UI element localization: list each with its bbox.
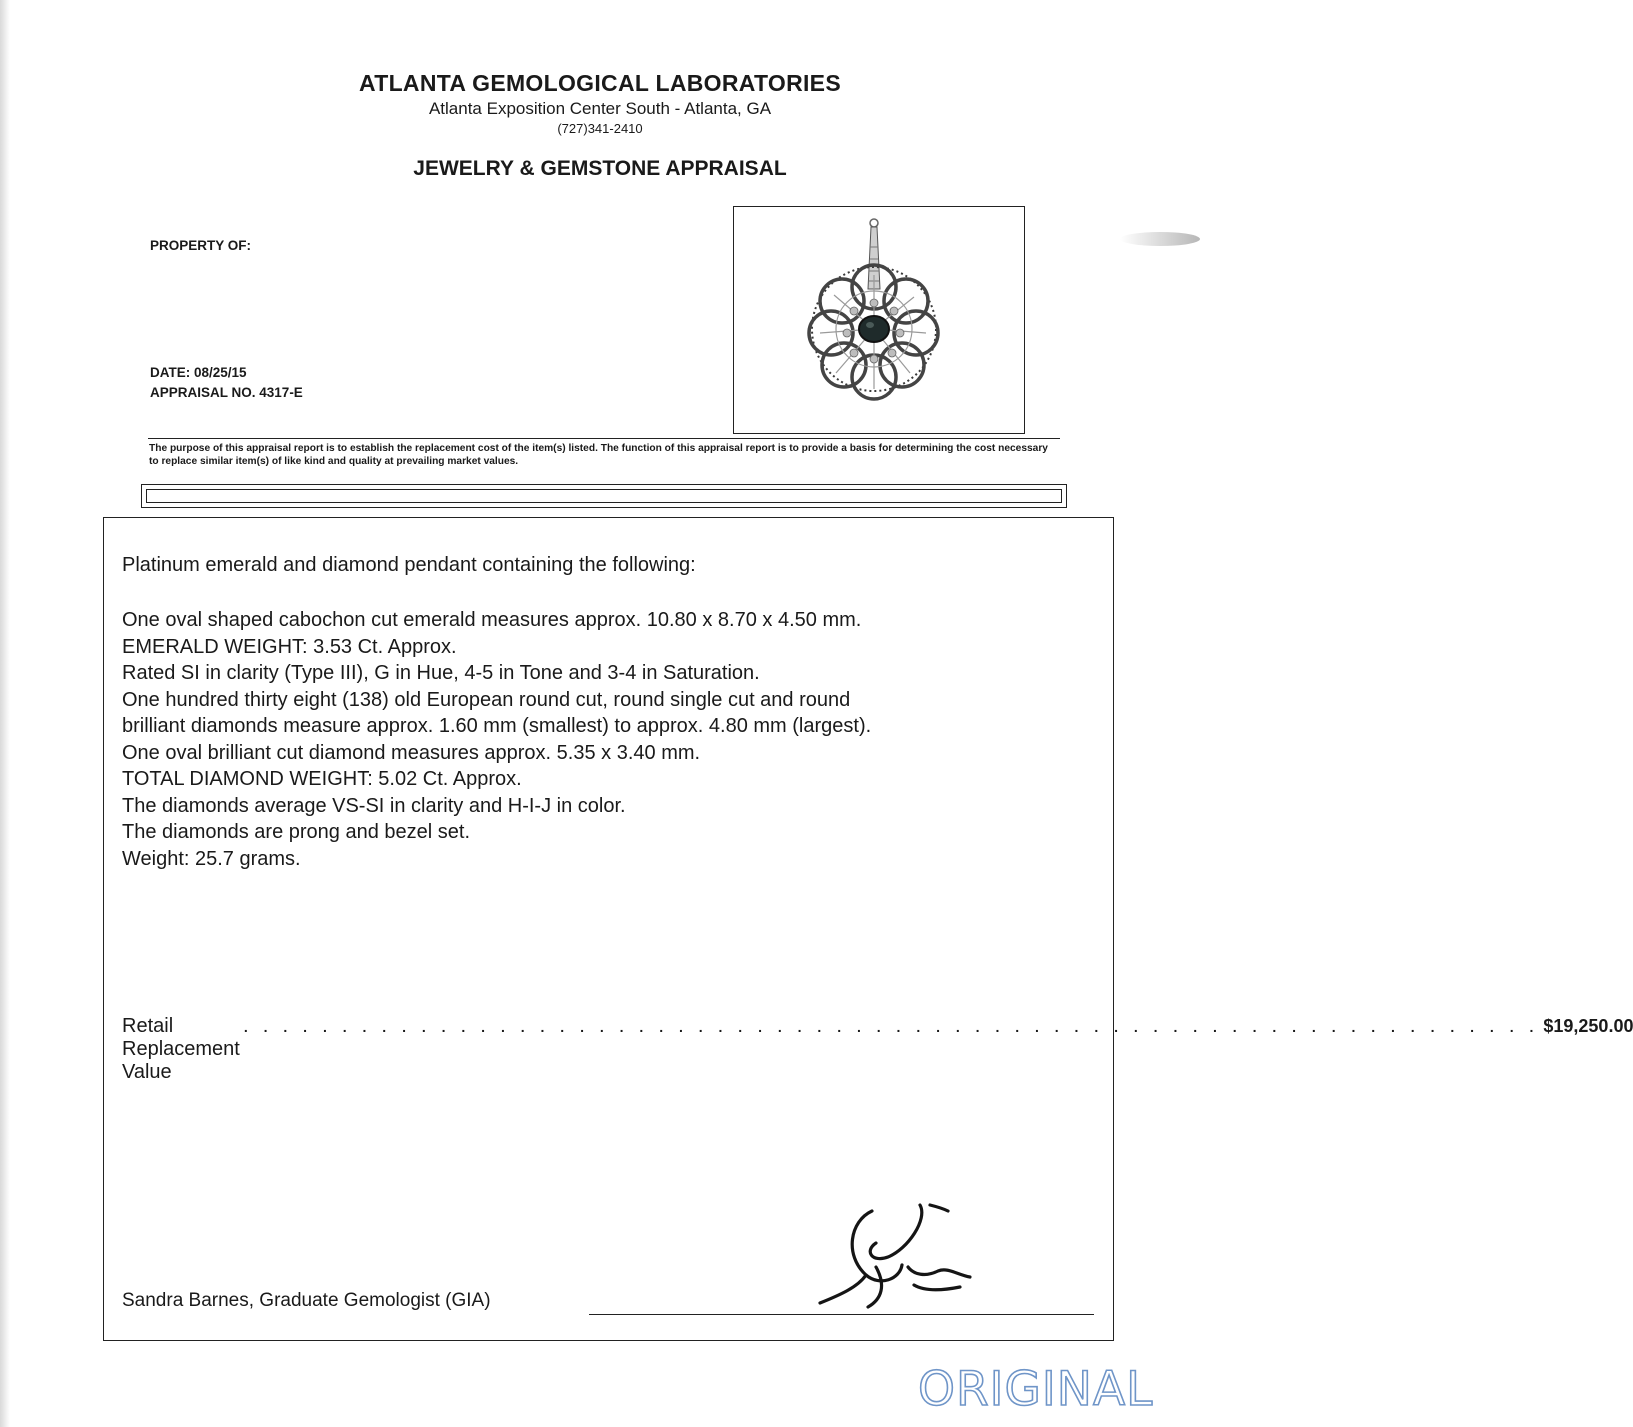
scan-edge xyxy=(0,0,10,1427)
lab-phone: (727)341-2410 xyxy=(557,121,643,136)
detail-line: One oval brilliant cut diamond measures approx. 5.35 x 3.40 mm. xyxy=(122,741,701,764)
detail-line: One hundred thirty eight (138) old European round cut, round single cut and round xyxy=(122,688,851,711)
appraisal-number-field xyxy=(150,385,303,400)
lab-name: ATLANTA GEMOLOGICAL LABORATORIES xyxy=(359,70,841,96)
date-field xyxy=(150,365,247,380)
appraisal-number-value: 4317-E xyxy=(259,385,303,400)
property-of-label xyxy=(150,238,251,253)
item-details-list xyxy=(122,607,871,872)
detail-line: Weight: 25.7 grams. xyxy=(122,847,301,870)
item-description-heading: Platinum emerald and diamond pendant containing the following: xyxy=(122,554,696,576)
detail-line: The diamonds are prong and bezel set. xyxy=(122,821,470,843)
detail-line: The diamonds average VS-SI in clarity and H-I-J in color. xyxy=(122,794,626,817)
pendant-icon xyxy=(734,207,1026,435)
lab-address: Atlanta Exposition Center South - Atlanta, GA xyxy=(428,99,772,118)
retail-replacement-value-row xyxy=(122,1015,1633,1084)
appraisal-number-label: APPRAISAL NO. xyxy=(150,385,256,400)
signature-icon xyxy=(810,1195,980,1315)
detail-line: Rated SI in clarity (Type III), G in Hue, 4-5 in Tone and 3-4 in Saturation. xyxy=(122,662,760,684)
detail-line: brilliant diamonds measure approx. 1.60 mm (smallest) to approx. 4.80 mm (largest). xyxy=(122,715,872,737)
detail-line: One oval shaped cabochon cut emerald measures approx. 10.80 x 8.70 x 4.50 mm. xyxy=(122,609,862,631)
purpose-divider xyxy=(148,438,1060,439)
detail-line: TOTAL DIAMOND WEIGHT: 5.02 Ct. Approx. xyxy=(122,768,522,790)
retail-value-label: Retail Replacement Value xyxy=(122,1015,240,1083)
dot-leader: . . . . . . . . . . . . . . . . . . . . . . . . . . . . . . . . . . . . . . . . . . . . . . . . . . . . . . . . . . . . . . . . . . xyxy=(243,1019,1540,1035)
date-label: DATE: xyxy=(150,365,191,380)
signer-name: Sandra Barnes, Graduate Gemologist (GIA) xyxy=(122,1290,491,1311)
detail-line: EMERALD WEIGHT: 3.53 Ct. Approx. xyxy=(122,635,457,658)
document-title: JEWELRY & GEMSTONE APPRAISAL xyxy=(413,157,787,180)
date-value: 08/25/15 xyxy=(194,365,247,380)
pendant-photo xyxy=(733,206,1025,434)
decorative-inner-bar xyxy=(146,489,1062,503)
scan-streak xyxy=(1120,232,1200,246)
property-label: PROPERTY OF: xyxy=(150,238,252,253)
original-stamp: ORIGINAL xyxy=(918,1362,1154,1417)
purpose-statement: The purpose of this appraisal report is to establish the replacement cost of the item(s) listed. The function of this appraisal report is to provide a basis for determining the cost necessary to replace similar item(s) of like kind and quality at prevailing market values. xyxy=(149,443,1048,467)
decorative-double-bar xyxy=(141,484,1067,508)
retail-value-amount: $19,250.00 xyxy=(1543,1016,1633,1036)
